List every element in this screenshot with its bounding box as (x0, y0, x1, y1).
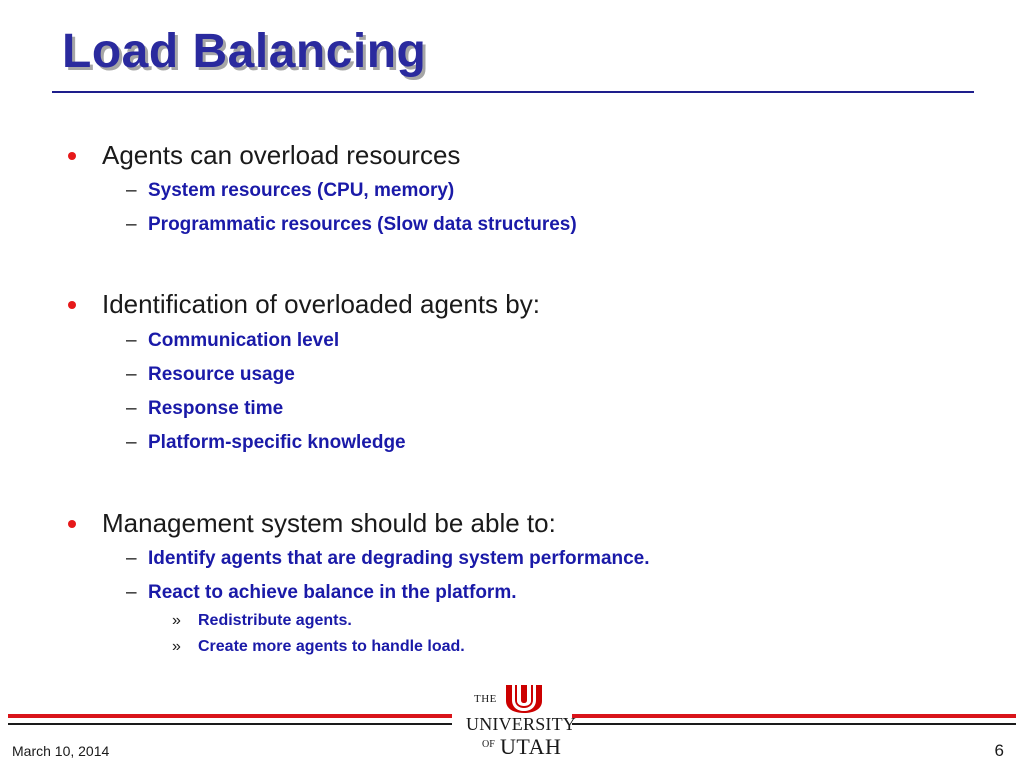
dash-icon: – (126, 214, 137, 235)
bullet-item (68, 508, 556, 539)
sub-bullet-text: Platform-specific knowledge (148, 432, 406, 453)
sub-sub-bullet-item (172, 638, 465, 656)
sub-bullet-item (126, 214, 577, 236)
bullet-text: Management system should be able to: (102, 508, 556, 538)
dash-icon: – (126, 548, 137, 569)
sub-bullet-text: Communication level (148, 330, 340, 351)
footer-black-rule-left (8, 723, 452, 725)
university-logo (462, 683, 576, 763)
sub-bullet-item (126, 548, 650, 570)
bullet-text: Identification of overloaded agents by: (102, 289, 540, 319)
sub-bullet-item (126, 330, 339, 352)
double-chevron-icon: » (172, 612, 181, 629)
bullet-item (68, 289, 540, 320)
footer-red-rule-right (572, 714, 1016, 718)
sub-bullet-text: React to achieve balance in the platform. (148, 582, 517, 603)
dash-icon: – (126, 582, 137, 603)
logo-utah-text: UTAH (500, 734, 562, 759)
dash-icon: – (126, 432, 137, 453)
double-chevron-icon: » (172, 638, 181, 655)
logo-of-text: OF (482, 739, 495, 750)
block-u-icon (504, 683, 544, 713)
sub-bullet-text: Identify agents that are degrading system performance. (148, 548, 650, 569)
logo-university-text: UNIVERSITY (466, 714, 576, 734)
sub-sub-bullet-text: Create more agents to handle load. (198, 638, 465, 655)
page-number: 6 (994, 741, 1004, 760)
logo-the-text: THE (474, 693, 497, 705)
dash-icon: – (126, 398, 137, 419)
footer-red-rule-left (8, 714, 452, 718)
dash-icon: – (126, 364, 137, 385)
bullet-dot-icon (68, 301, 76, 309)
sub-bullet-item (126, 582, 517, 604)
footer-black-rule-right (572, 723, 1016, 725)
sub-sub-bullet-item (172, 612, 352, 630)
sub-sub-bullet-text: Redistribute agents. (198, 612, 352, 629)
bullet-dot-icon (68, 520, 76, 528)
sub-bullet-text: Resource usage (148, 364, 295, 385)
sub-bullet-item (126, 398, 283, 420)
bullet-text: Agents can overload resources (102, 140, 461, 170)
bullet-dot-icon (68, 152, 76, 160)
sub-bullet-item (126, 364, 295, 386)
footer-date: March 10, 2014 (12, 743, 110, 759)
bullet-item (68, 140, 460, 171)
sub-bullet-text: Response time (148, 398, 284, 419)
sub-bullet-text: Programmatic resources (Slow data structures) (148, 214, 577, 235)
sub-bullet-text: System resources (CPU, memory) (148, 180, 455, 201)
slide-title: Load Balancing (62, 25, 427, 78)
sub-bullet-item (126, 180, 454, 202)
dash-icon: – (126, 180, 137, 201)
dash-icon: – (126, 330, 137, 351)
sub-bullet-item (126, 432, 406, 454)
